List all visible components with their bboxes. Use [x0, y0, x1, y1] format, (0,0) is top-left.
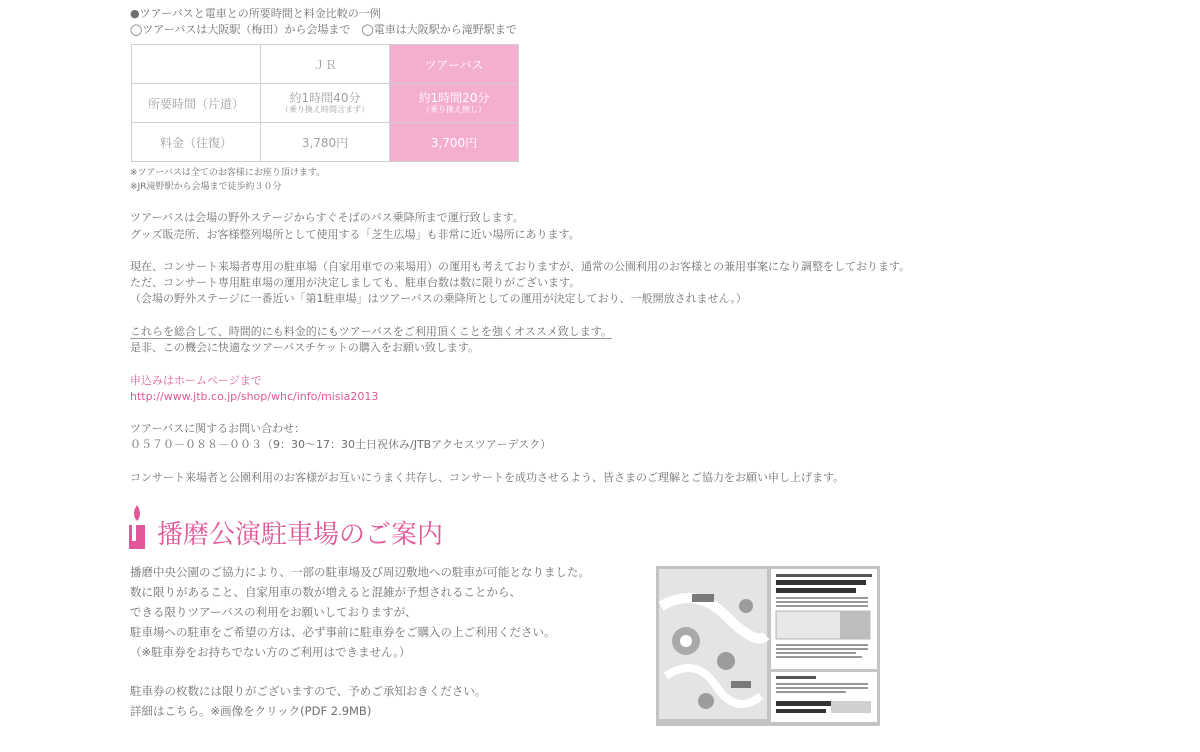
comparison-table	[131, 44, 519, 162]
closing-text: コンサート来場者と公園利用のお客様がお互いにうまく共存し、コンサートを成功させるよう、皆さまのご理解とご協力をお願い申し上げます。	[130, 471, 845, 484]
jr-time-note: （乗り換え時間含まず）	[281, 105, 369, 114]
contact-label: ツアーバスに関するお問い合わせ：	[130, 422, 306, 435]
table-cell-bus-time	[390, 84, 519, 123]
parking-line: できる限りツアーバスの利用をお願いしておりますが、	[130, 605, 417, 619]
parking-line: 駐車券の枚数には限りがございますので、予めご承知おきください。	[130, 684, 487, 698]
parking-flyer-thumbnail[interactable]	[656, 566, 880, 726]
paragraph-line: 現在、コンサート来場者専用の駐車場（自家用車での来場用）の運用も考えておりますが、通常の公園利用のお客様との兼用事案になり調整をしております。	[130, 260, 911, 273]
table-note-2: ※JR滝野駅から会場まで徒歩約３０分	[130, 182, 282, 192]
paragraph-line: ただ、コンサート専用駐車場の運用が決定しましても、駐車台数は数に限りがございます。	[130, 276, 581, 289]
paragraph-line: グッズ販売所、お客様整列場所として使用する「芝生広場」も非常に近い場所にあります。	[130, 228, 580, 241]
candle-icon	[128, 505, 146, 549]
table-cell-blank	[132, 45, 261, 84]
comparison-intro-1: ●ツアーバスと電車との所要時間と料金比較の一例	[130, 7, 381, 20]
parking-line: 駐車場への駐車をご希望の方は、必ず事前に駐車券をご購入の上ご利用ください。	[130, 625, 556, 639]
table-label-fare: 料金（往復）	[132, 123, 261, 162]
jr-time-value: 約1時間40分	[289, 91, 361, 105]
apply-label: 申込みはホームページまで	[130, 374, 262, 387]
bus-time-note: （乗り換え無し）	[422, 105, 486, 114]
recommendation-underlined: これらを総合して、時間的にも料金的にもツアーバスをご利用頂くことを強くオススメ致します。	[130, 325, 612, 338]
table-label-time: 所要時間（片道）	[132, 84, 261, 123]
parking-line: 播磨中央公園のご協力により、一部の駐車場及び周辺敷地への駐車が可能となりました。	[130, 565, 590, 579]
parking-line: （※駐車券をお持ちでない方のご利用はできません。）	[130, 645, 411, 659]
paragraph-line: （会場の野外ステージに一番近い「第1駐車場」はツアーバスの乗降所としての運用が決定しており、一般開放されません。）	[130, 292, 747, 305]
table-row	[132, 84, 519, 123]
paragraph-line: ツアーバスは会場の野外ステージからすぐそばのバス乗降所まで運行致します。	[130, 211, 524, 224]
table-row	[132, 45, 519, 84]
parking-line: 数に限りがあること、自家用車の数が増えると混雑が予想されることから、	[130, 585, 521, 599]
recommendation-line	[130, 324, 612, 339]
paragraph-line: 是非、この機会に快適なツアーバスチケットの購入をお願い致します。	[130, 341, 480, 354]
comparison-intro-2: ◯ツアーバスは大阪駅（梅田）から会場まで ◯電車は大阪駅から滝野駅まで	[130, 23, 517, 36]
table-header-jr: ＪＲ	[261, 45, 390, 84]
table-cell-jr-time	[261, 84, 390, 123]
table-note-1: ※ツアーバスは全てのお客様にお座り頂けます。	[130, 168, 326, 178]
parking-pdf-note: 詳細はこちら。※画像をクリック(PDF 2.9MB)	[130, 704, 372, 718]
flyer-map-image	[656, 566, 880, 726]
apply-link[interactable]: http://www.jtb.co.jp/shop/whc/info/misia2013	[130, 390, 379, 403]
table-header-bus: ツアーバス	[390, 45, 519, 84]
table-cell-jr-fare: 3,780円	[261, 123, 390, 162]
contact-phone: ０５７０－０８８－００３（9：30～17：30土日祝休み/JTBアクセスツアーデスク）	[130, 438, 552, 451]
parking-section-title: 播磨公演駐車場のご案内	[157, 520, 444, 550]
bus-time-value: 約1時間20分	[418, 91, 490, 105]
table-row	[132, 123, 519, 162]
table-cell-bus-fare: 3,700円	[390, 123, 519, 162]
